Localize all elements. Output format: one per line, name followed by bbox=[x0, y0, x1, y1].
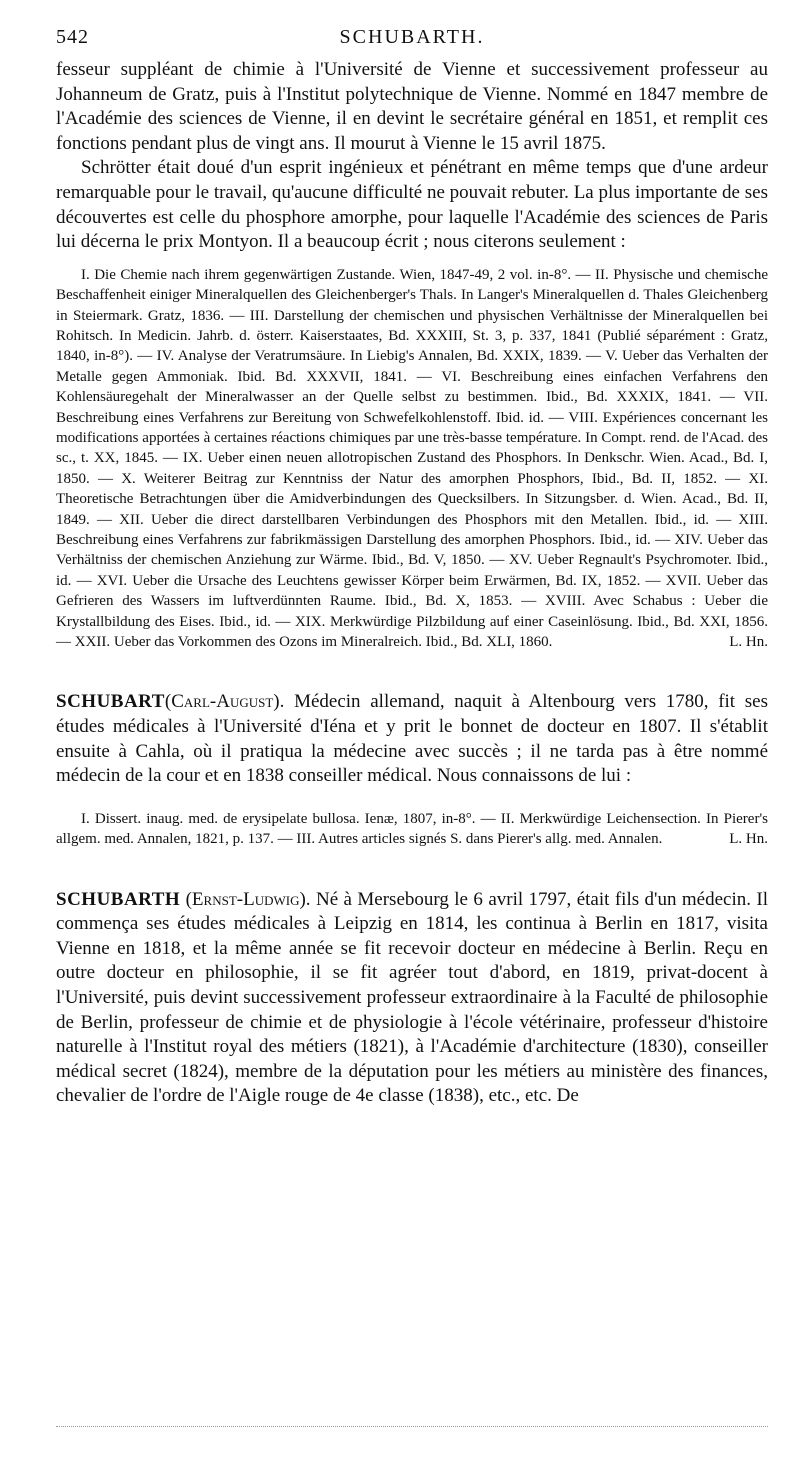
entry-text: Médecin allemand, naquit à Altenbourg vers 1780, fit ses études médicales à l'Université d'Iéna et y prit le bonnet de docteur en 1807. Il s'établit ensuite à Cahla, où il pratiqua la médecine avec succès ; il ne tarda pas à être nommé médecin de la cour et en 1838 conseiller médical. Nous connaissons de lui : bbox=[56, 691, 768, 787]
schubart-bibliography-text: I. Dissert. inaug. med. de erysipelate bullosa. Ienæ, 1807, in-8°. — II. Merkwürdige Leichensection. In Pierer's allgem. med. Annalen, 1821, p. 137. — III. Autres articles signés S. dans Pierer's allg. med. Annalen. bbox=[56, 810, 768, 848]
entry-schubarth bbox=[56, 888, 768, 1109]
schrotter-bibliography-text: I. Die Chemie nach ihrem gegenwärtigen Zustande. Wien, 1847-49, 2 vol. in-8°. — II. Physische und chemische Beschaffenheit einiger Mineralquellen des Gleichenberger's Thals. In Langer's Mineralquellen d. Thales Gleichenberg in Steiermark. Gratz, 1836. — III. Darstellung der chemischen und physischen Verhältnisse der Mineralquellen bei Rohitsch. In Medicin. Jahrb. d. österr. Kaiserstaates, Bd. XXXIII, St. 3, p. 337, 1841 (Publié séparément : Gratz, 1840, in-8°). — IV. Analyse der Veratrumsäure. In Liebig's Annalen, Bd. XXIX, 1839. — V. Ueber das Verhalten der Metalle gegen Ammoniak. Ibid. Bd. XXXVII, 1841. — VI. Beschreibung eines einfachen Verfahrens den Kohlensäuregehalt der Mineralwasser an der Quelle selbst zu bestimmen. Ibid., Bd. XXXIX, 1841. — VII. Beschreibung eines Verfahrens zur Bereitung von Schwefelkohlenstoff. Ibid. id. — VIII. Expériences concernant les modifications apportées à certaines réactions chimiques par une très-basse température. In Compt. rend. de l'Acad. des sc., t. XX, 1845. — IX. Ueber einen neuen allotropischen Zustand des Phosphors. In Denkschr. Wien. Acad., Bd. I, 1850. — X. Weiterer Beitrag zur Kenntniss der Natur des amorphen Phosphors, Ibid., Bd. II, 1852. — XI. Theoretische Betrachtungen über die Amidverbindungen des Quecksilbers. In Sitzungsber. d. Wien. Acad., Bd. II, 1849. — XII. Ueber die direct darstellbaren Verbindungen des Phosphors mit den Metallen. Ibid., id. — XIII. Beschreibung eines Verfahrens zur fabrikmässigen Darstellung des amorphen Phosphors. Ibid., id. — XIV. Ueber das Verhältniss der chemischen Anziehung zur Wärme. Ibid., Bd. V, 1850. — XV. Ueber Regnault's Psychromoter. Ibid., id. — XVI. Ueber die Ursache des Leuchtens gewisser Körper beim Erwärmen, Bd. IX, 1852. — XVII. Ueber das Gefrieren des Wassers im luftverdünnten Raume. Ibid., Bd. X, 1853. — XVIII. Avec Schabus : Ueber die Krystallbildung des Eises. Ibid., id. — XIX. Merkwürdige Pilzbildung auf einer Caseinlösung. Ibid., Bd. XXI, 1856. — XXII. Ueber das Vorkommen des Ozons im Mineralreich. Ibid., Bd. XLI, 1860. bbox=[56, 266, 768, 651]
running-head: SCHUBARTH. bbox=[339, 26, 485, 48]
schrotter-bibliography bbox=[56, 265, 768, 653]
entry-schubart bbox=[56, 690, 768, 788]
schrotter-paragraph-1: fesseur suppléant de chimie à l'Université de Vienne et successivement professeur au Johanneum de Gratz, puis à l'Institut polytechnique de Vienne. Nommé en 1847 membre de l'Académie des sciences de Vienne, il en devint le secrétaire général en 1851, et remplit ces fonctions pendant plus de vingt ans. Il mourut à Vienne le 15 avril 1875. bbox=[56, 59, 768, 154]
entry-given-names: (Ernst-Ludwig). bbox=[185, 888, 311, 910]
entry-name: SCHUBART bbox=[56, 691, 165, 713]
entry-name: SCHUBARTH bbox=[56, 888, 181, 910]
footer-rule bbox=[56, 1426, 768, 1431]
page-header bbox=[56, 18, 768, 58]
entry-given-names: (Carl-August). bbox=[164, 691, 285, 713]
entry-text: Né à Mersebourg le 6 avril 1797, était fils d'un médecin. Il commença ses études médicales à Leipzig en 1814, les continua à Berlin en 1817, visita Vienne en 1818, et la même année se fit recevoir docteur en médecine à Berlin. Reçu en outre docteur en philosophie, il se fit agréer tout d'abord, en 1819, privat-docent à l'Université, puis devint successivement professeur extraordinaire à la Faculté de philosophie de Berlin, professeur de chimie et de physiologie à l'école vétérinaire, professeur d'histoire naturelle à l'Institut royal des métiers (1821), à l'Académie d'architecture (1830), conseiller médical secret (1824), membre de la députation pour les métiers au ministère des finances, chevalier de l'ordre de l'Aigle rouge de 4e classe (1838), etc., etc. De bbox=[56, 888, 769, 1107]
signature: L. Hn. bbox=[729, 634, 768, 651]
schubart-bibliography bbox=[56, 809, 768, 850]
signature: L. Hn. bbox=[729, 831, 768, 848]
page-number: 542 bbox=[56, 26, 89, 48]
page bbox=[56, 18, 768, 1109]
schrotter-paragraph-2: Schrötter était doué d'un esprit ingénieux et pénétrant en même temps que d'une ardeur remarquable pour le travail, qu'aucune difficulté ne pouvait rebuter. La plus importante de ses découvertes est celle du phosphore amorphe, pour laquelle l'Académie des sciences de Paris lui décerna le prix Montyon. Il a beaucoup écrit ; nous citerons seulement : bbox=[56, 157, 768, 253]
